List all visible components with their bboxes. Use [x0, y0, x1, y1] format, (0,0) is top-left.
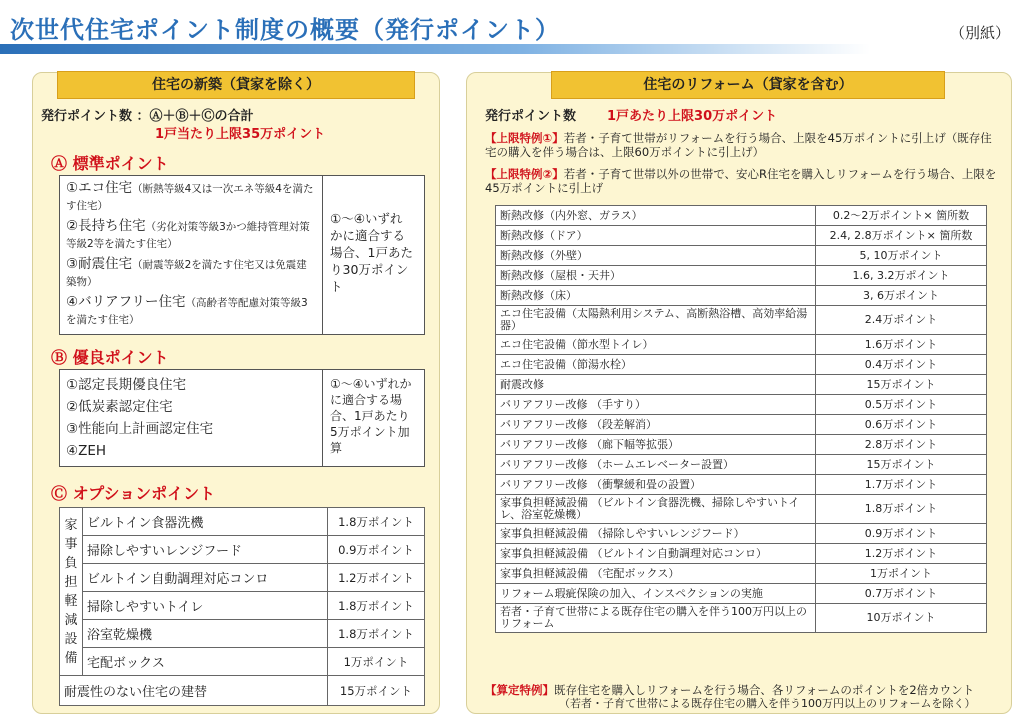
table-row — [496, 206, 987, 226]
reform-points: 1.2万ポイント — [816, 544, 987, 564]
reform-item: エコ住宅設備（節湯水栓） — [496, 355, 816, 375]
reform-item: 断熱改修（床） — [496, 286, 816, 306]
new-construction-tab: 住宅の新築（貸家を除く） — [57, 71, 415, 99]
special-limit-1-text: 若者・子育て世帯がリフォームを行う場合、上限を45万ポイントに引上げ（既存住宅の購入を伴う場合は、上限60万ポイントに引上げ） — [485, 131, 992, 159]
table-row — [60, 536, 425, 564]
issue-points-label: 発行ポイント数 — [485, 109, 577, 124]
reform-item: エコ住宅設備（太陽熱利用システム、高断熱浴槽、高効率給湯器） — [496, 306, 816, 335]
reform-points: 15万ポイント — [816, 455, 987, 475]
reform-item: 若者・子育て世帯による既存住宅の購入を伴う100万円以上のリフォーム — [496, 604, 816, 633]
reform-points: 0.4万ポイント — [816, 355, 987, 375]
table-row — [496, 604, 987, 633]
special-limit-2-label: 【上限特例②】 — [485, 167, 564, 181]
issue-points-label: 発行ポイント数 ：Ⓐ＋Ⓑ＋Ⓒの合計 — [41, 109, 254, 124]
list-item: ④ZEH — [66, 443, 107, 459]
reform-item: バリアフリー改修 （廊下幅等拡張） — [496, 435, 816, 455]
reform-item: リフォーム瑕疵保険の加入、インスペクションの実施 — [496, 584, 816, 604]
reform-item: 断熱改修（屋根・天井） — [496, 266, 816, 286]
special-limit-2 — [485, 167, 997, 195]
table-row — [496, 495, 987, 524]
excellent-points-list — [66, 374, 314, 462]
reform-points-table — [495, 205, 987, 633]
list-item: ②長持ち住宅（劣化対策等級3かつ維持管理対策等級2等を満たす住宅） — [66, 218, 310, 250]
special-limit-1 — [485, 131, 997, 159]
reform-item: 家事負担軽減設備 （ビルトイン自動調理対応コンロ） — [496, 544, 816, 564]
option-name: 耐震性のない住宅の建替 — [60, 676, 328, 706]
table-row — [496, 246, 987, 266]
page-title: 次世代住宅ポイント制度の概要（発行ポイント） — [10, 16, 560, 44]
new-construction-panel — [32, 72, 440, 714]
reform-points: 2.4, 2.8万ポイント× 箇所数 — [816, 226, 987, 246]
list-item: ②低炭素認定住宅 — [66, 399, 173, 415]
table-row — [60, 620, 425, 648]
excellent-points-heading: Ⓑ 優良ポイント — [51, 348, 169, 367]
reform-item: バリアフリー改修 （ホームエレベーター設置） — [496, 455, 816, 475]
reform-points: 2.4万ポイント — [816, 306, 987, 335]
reform-points: 5, 10万ポイント — [816, 246, 987, 266]
standard-points-box — [59, 175, 425, 335]
option-value: 15万ポイント — [328, 676, 425, 706]
list-item: ③耐震住宅（耐震等級2を満たす住宅又は免震建築物） — [66, 256, 307, 288]
option-value: 1.8万ポイント — [328, 592, 425, 620]
reform-points: 1.7万ポイント — [816, 475, 987, 495]
table-row — [496, 564, 987, 584]
table-row — [496, 524, 987, 544]
calc-special-note: （若者・子育て世帯による既存住宅の購入を伴う100万円以上のリフォームを除く） — [559, 697, 976, 710]
standard-points-value: ①～④いずれかに適合する場合、1戸あたり30万ポイント — [330, 211, 413, 294]
table-row — [496, 286, 987, 306]
excellent-points-value: ①～④いずれかに適合する場合、1戸あたり5万ポイント加算 — [330, 377, 412, 455]
option-value: 1.8万ポイント — [328, 508, 425, 536]
reform-points: 1.6, 3.2万ポイント — [816, 266, 987, 286]
table-row — [496, 544, 987, 564]
table-row — [496, 395, 987, 415]
reform-points: 0.9万ポイント — [816, 524, 987, 544]
reform-panel — [466, 72, 1012, 714]
reform-points: 10万ポイント — [816, 604, 987, 633]
reform-item: バリアフリー改修 （衝撃緩和畳の設置） — [496, 475, 816, 495]
reform-points: 3, 6万ポイント — [816, 286, 987, 306]
table-row — [496, 475, 987, 495]
reform-item: 家事負担軽減設備 （掃除しやすいレンジフード） — [496, 524, 816, 544]
list-item: ③性能向上計画認定住宅 — [66, 421, 214, 437]
table-row — [496, 226, 987, 246]
reform-item: バリアフリー改修 （段差解消） — [496, 415, 816, 435]
table-row — [496, 584, 987, 604]
option-points-table — [59, 507, 425, 706]
table-row — [496, 306, 987, 335]
table-row — [496, 375, 987, 395]
table-row — [60, 564, 425, 592]
table-row — [496, 355, 987, 375]
reform-points: 1.8万ポイント — [816, 495, 987, 524]
title-underline-bar — [0, 44, 870, 54]
table-row — [60, 592, 425, 620]
option-name: 浴室乾燥機 — [83, 620, 328, 648]
option-value: 0.9万ポイント — [328, 536, 425, 564]
standard-points-list — [66, 180, 314, 332]
reform-points: 15万ポイント — [816, 375, 987, 395]
table-row — [496, 335, 987, 355]
reform-item: 断熱改修（ドア） — [496, 226, 816, 246]
reform-points: 2.8万ポイント — [816, 435, 987, 455]
reform-points: 1万ポイント — [816, 564, 987, 584]
reform-item: 断熱改修（外壁） — [496, 246, 816, 266]
reform-points: 0.2～2万ポイント× 箇所数 — [816, 206, 987, 226]
reform-points: 1.6万ポイント — [816, 335, 987, 355]
option-value: 1.8万ポイント — [328, 620, 425, 648]
table-row — [496, 455, 987, 475]
group-label-cell: 家事負担軽減設備 — [60, 508, 83, 676]
divider — [322, 176, 323, 334]
calc-special-line — [485, 683, 1005, 697]
calc-special-text: 既存住宅を購入しリフォームを行う場合、各リフォームのポイントを2倍カウント — [554, 683, 975, 697]
issue-points-limit: 1戸あたり上限30万ポイント — [607, 109, 778, 124]
reform-item: エコ住宅設備（節水型トイレ） — [496, 335, 816, 355]
table-row — [60, 648, 425, 676]
excellent-points-box — [59, 369, 425, 467]
special-limit-2-text: 若者・子育て世帯以外の世帯で、安心R住宅を購入しリフォームを行う場合、上限を45万ポイントに引上げ — [485, 167, 997, 195]
reform-points: 0.5万ポイント — [816, 395, 987, 415]
annex-label: （別紙） — [949, 24, 1010, 42]
option-points-heading: Ⓒ オプションポイント — [51, 484, 216, 503]
option-name: ビルトイン食器洗機 — [83, 508, 328, 536]
list-item: ①認定長期優良住宅 — [66, 377, 187, 393]
table-row — [496, 266, 987, 286]
reform-points: 0.7万ポイント — [816, 584, 987, 604]
option-value: 1万ポイント — [328, 648, 425, 676]
special-limit-1-label: 【上限特例①】 — [485, 131, 564, 145]
list-item: ①エコ住宅（断熱等級4又は一次エネ等級4を満たす住宅） — [66, 180, 314, 212]
reform-tab: 住宅のリフォーム（貸家を含む） — [551, 71, 945, 99]
divider — [322, 370, 323, 466]
table-row — [60, 508, 425, 536]
list-item: ④バリアフリー住宅（高齢者等配慮対策等級3を満たす住宅） — [66, 294, 308, 326]
reform-points: 0.6万ポイント — [816, 415, 987, 435]
calc-special-label: 【算定特例】 — [485, 683, 554, 697]
option-value: 1.2万ポイント — [328, 564, 425, 592]
issue-points-limit: 1戸当たり上限35万ポイント — [155, 127, 326, 142]
table-row — [496, 415, 987, 435]
reform-item: 家事負担軽減設備 （宅配ボックス） — [496, 564, 816, 584]
table-row — [496, 435, 987, 455]
reform-item: バリアフリー改修 （手すり） — [496, 395, 816, 415]
reform-item: 耐震改修 — [496, 375, 816, 395]
table-row — [60, 676, 425, 706]
standard-points-heading: Ⓐ 標準ポイント — [51, 154, 169, 173]
option-name: 掃除しやすいトイレ — [83, 592, 328, 620]
reform-item: 家事負担軽減設備 （ビルトイン食器洗機、掃除しやすいトイレ、浴室乾燥機） — [496, 495, 816, 524]
option-name: 掃除しやすいレンジフード — [83, 536, 328, 564]
option-name: 宅配ボックス — [83, 648, 328, 676]
option-name: ビルトイン自動調理対応コンロ — [83, 564, 328, 592]
reform-item: 断熱改修（内外窓、ガラス） — [496, 206, 816, 226]
